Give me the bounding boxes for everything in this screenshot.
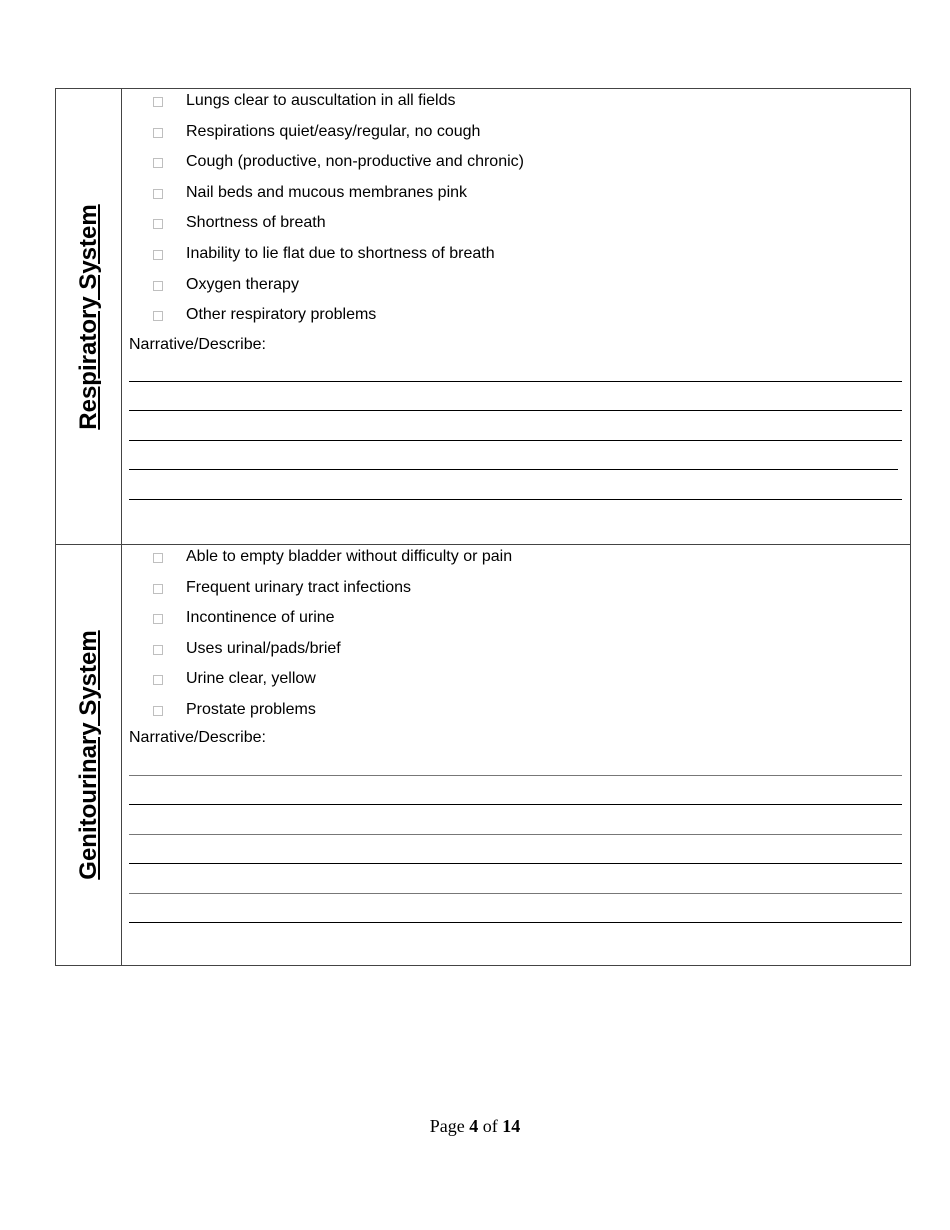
genitourinary-narrative-line[interactable] bbox=[129, 893, 902, 894]
checklist-item bbox=[121, 669, 512, 700]
checklist-item bbox=[121, 547, 512, 578]
checklist-item-label: Lungs clear to auscultation in all fields bbox=[186, 92, 456, 109]
genitourinary-checklist bbox=[121, 547, 512, 731]
footer-of-word: of bbox=[482, 1116, 498, 1136]
respiratory-checklist bbox=[121, 91, 524, 336]
checklist-item bbox=[121, 91, 524, 122]
respiratory-narrative-line[interactable] bbox=[129, 499, 902, 500]
genitourinary-content bbox=[121, 545, 910, 965]
checkbox[interactable] bbox=[153, 250, 163, 260]
footer-page-word: Page bbox=[429, 1116, 465, 1136]
respiratory-section bbox=[55, 88, 911, 545]
checklist-item-label: Nail beds and mucous membranes pink bbox=[186, 183, 468, 201]
respiratory-section-title: Respiratory System bbox=[74, 203, 102, 430]
respiratory-narrative-label: Narrative/Describe: bbox=[129, 336, 266, 353]
genitourinary-narrative-line[interactable] bbox=[129, 834, 902, 835]
checkbox[interactable] bbox=[153, 281, 163, 291]
checklist-item bbox=[121, 213, 524, 244]
checkbox[interactable] bbox=[153, 675, 163, 685]
checklist-item bbox=[121, 183, 524, 214]
genitourinary-narrative-line[interactable] bbox=[129, 775, 902, 776]
checkbox[interactable] bbox=[153, 614, 163, 624]
checklist-item-label: Cough (productive, non-productive and chronic) bbox=[186, 153, 524, 171]
genitourinary-narrative-line[interactable] bbox=[129, 922, 902, 923]
checklist-item-label: Incontinence of urine bbox=[186, 609, 335, 627]
checklist-item-label: Prostate problems bbox=[186, 700, 316, 718]
respiratory-content bbox=[121, 89, 910, 544]
checkbox[interactable] bbox=[153, 706, 163, 716]
checklist-item-label: Uses urinal/pads/brief bbox=[186, 639, 341, 657]
checklist-item-label: Urine clear, yellow bbox=[186, 670, 316, 688]
checklist-item-label: Other respiratory problems bbox=[186, 306, 377, 324]
checklist-item-label: Frequent urinary tract infections bbox=[186, 578, 411, 596]
checklist-item bbox=[121, 122, 524, 153]
page-footer bbox=[0, 1116, 950, 1137]
genitourinary-narrative-line[interactable] bbox=[129, 863, 902, 864]
checkbox[interactable] bbox=[153, 645, 163, 655]
respiratory-label-column bbox=[56, 89, 122, 544]
checklist-item bbox=[121, 639, 512, 670]
respiratory-narrative-line[interactable] bbox=[129, 410, 902, 411]
checklist-item-label: Inability to lie flat due to shortness of breath bbox=[186, 244, 495, 262]
checklist-item bbox=[121, 578, 512, 609]
checkbox[interactable] bbox=[153, 311, 163, 321]
checkbox[interactable] bbox=[153, 128, 163, 138]
checkbox[interactable] bbox=[153, 584, 163, 594]
footer-current-page: 4 bbox=[469, 1116, 479, 1136]
checkbox[interactable] bbox=[153, 189, 163, 199]
checkbox[interactable] bbox=[153, 553, 163, 563]
genitourinary-section bbox=[55, 544, 911, 966]
genitourinary-section-title: Genitourinary System bbox=[74, 630, 102, 880]
checklist-item bbox=[121, 244, 524, 275]
checkbox[interactable] bbox=[153, 219, 163, 229]
respiratory-narrative-line[interactable] bbox=[129, 469, 898, 470]
checklist-item bbox=[121, 152, 524, 183]
genitourinary-label-column bbox=[56, 545, 122, 965]
checkbox[interactable] bbox=[153, 97, 163, 107]
checklist-item-label: Respirations quiet/easy/regular, no cough bbox=[186, 122, 481, 140]
respiratory-narrative-line[interactable] bbox=[129, 381, 902, 382]
genitourinary-narrative-line[interactable] bbox=[129, 804, 902, 805]
checkbox[interactable] bbox=[153, 158, 163, 168]
checklist-item-label: Shortness of breath bbox=[186, 214, 326, 232]
checklist-item bbox=[121, 700, 512, 731]
checklist-item-label: Oxygen therapy bbox=[186, 275, 299, 293]
checklist-item bbox=[121, 275, 524, 306]
genitourinary-narrative-label: Narrative/Describe: bbox=[129, 729, 266, 746]
footer-total-pages: 14 bbox=[502, 1116, 521, 1136]
checklist-item bbox=[121, 608, 512, 639]
checklist-item-label: Able to empty bladder without difficulty or pain bbox=[186, 548, 513, 565]
checklist-item bbox=[121, 305, 524, 336]
respiratory-narrative-line[interactable] bbox=[129, 440, 902, 441]
